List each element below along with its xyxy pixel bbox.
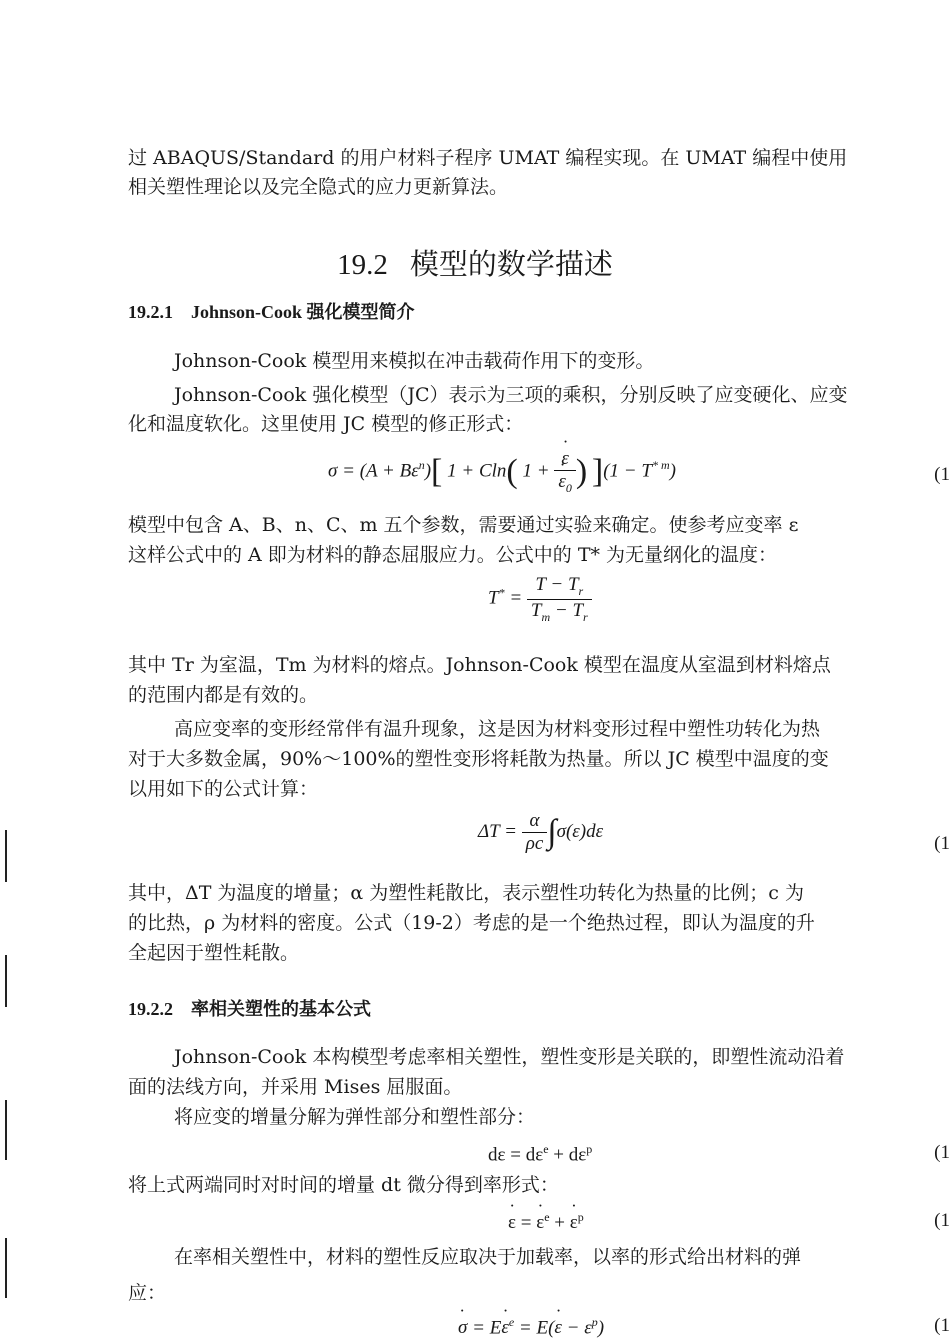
text-line: 以用如下的公式计算： (128, 778, 319, 800)
text-line: 高应变率的变形经常伴有温升现象，这是因为材料变形过程中塑性功转化为热 (174, 718, 821, 740)
text-line: Johnson-Cook 本构模型考虑率相关塑性，塑性变形是关联的，即塑性流动沿着 (174, 1046, 845, 1068)
margin-mark (5, 955, 7, 1007)
equation-stress-rate: ˙ σ = E˙ $\varepsilon^e$ = E(˙ $\varepsilon - \varepsilon^p$) (458, 1315, 604, 1339)
text-line: 应： (128, 1282, 167, 1304)
text-line: 相关塑性理论以及完全隐式的应力更新算法。 (128, 176, 509, 198)
text-line: 面的法线方向，并采用 Mises 屈服面。 (128, 1076, 463, 1098)
text-line: 将应变的增量分解为弹性部分和塑性部分： (174, 1106, 536, 1128)
equation-strain-increment: $d\varepsilon = d\varepsilon^e + d\varepsilon^p$ (488, 1142, 593, 1166)
text-line: Johnson-Cook 强化模型（JC）表示为三项的乘积，分别反映了应变硬化、应变 (174, 384, 848, 406)
section-heading (0, 242, 950, 283)
text-line: 全起因于塑性耗散。 (128, 942, 300, 964)
text-line: 的比热，ρ 为材料的密度。公式（19-2）考虑的是一个绝热过程，即认为温度的升 (128, 912, 815, 934)
equation-number: (1 (934, 1210, 950, 1231)
equation-number: (1 (934, 833, 950, 854)
margin-mark (5, 830, 7, 882)
text-line: 其中，ΔT 为温度的增量；α 为塑性耗散比，表示塑性功转化为热量的比例；c 为 (128, 882, 804, 904)
margin-mark (5, 1238, 7, 1298)
section-title: 模型的数学描述 (409, 247, 613, 281)
text-line: 模型中包含 A、B、n、C、m 五个参数，需要通过实验来确定。使参考应变率 ε (128, 514, 799, 536)
text-line: 对于大多数金属，90%～100%的塑性变形将耗散为热量。所以 JC 模型中温度的变 (128, 748, 829, 770)
text-line: 的范围内都是有效的。 (128, 684, 319, 706)
text-line: 将上式两端同时对时间的增量 dt 微分得到率形式： (128, 1174, 559, 1196)
text-line: 过 ABAQUS/Standard 的用户材料子程序 UMAT 编程实现。在 UMAT 编程中使用 (128, 147, 848, 169)
subsection-heading: 19.2.1 Johnson-Cook 强化模型简介 (128, 302, 415, 322)
equation-number: (1 (934, 464, 950, 485)
equation-tstar: T* = $\frac{T - T_r}{T_m - T_r}$ (488, 574, 592, 625)
text-line: 在率相关塑性中，材料的塑性反应取决于加载率，以率的形式给出材料的弹 (174, 1246, 802, 1268)
equation-delta-t: ΔT = $\frac{\alpha}{\rho c}$ ∫σ(ε)dε (478, 810, 604, 854)
equation-number: (1 (934, 1315, 950, 1336)
section-number: 19.2 (337, 249, 388, 281)
text-line: 化和温度软化。这里使用 JC 模型的修正形式： (128, 413, 524, 435)
margin-mark (5, 1100, 7, 1160)
equation-jc: $\sigma = (A + B\varepsilon^n)$[ 1 + Cln( 1 + ˙ ε ˙ $\varepsilon_0$ ) ]$(1 - T^{* m})$ (328, 448, 676, 496)
equation-number: (1 (934, 1142, 950, 1163)
equation-strain-rate: ˙ ε = ˙ $\varepsilon^e$ + ˙ $\varepsilon^p$ (508, 1210, 584, 1234)
text-line: Johnson-Cook 模型用来模拟在冲击载荷作用下的变形。 (174, 350, 655, 372)
text-line: 其中 Tr 为室温，Tm 为材料的熔点。Johnson-Cook 模型在温度从室温到材料熔点 (128, 654, 831, 676)
subsection-heading: 19.2.2 率相关塑性的基本公式 (128, 999, 371, 1019)
text-line: 这样公式中的 A 即为材料的静态屈服应力。公式中的 T* 为无量纲化的温度： (128, 544, 778, 566)
